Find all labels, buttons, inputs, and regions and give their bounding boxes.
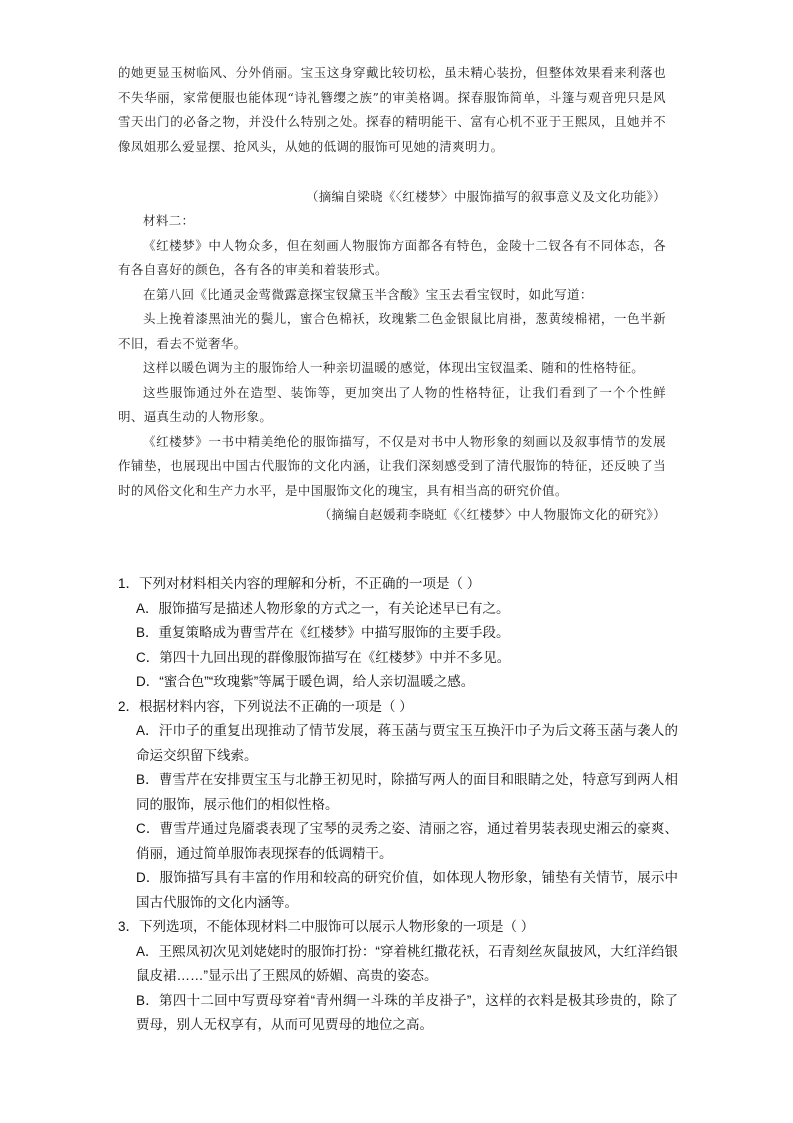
question-3 — [118, 915, 678, 1038]
option-b: B．第四十二回中写贾母穿着“青州绸一斗珠的羊皮褂子”，这样的衣料是极其珍贵的，除了贾母，别人无权享有，从而可见贾母的地位之高。 — [136, 992, 678, 1032]
option-a: A．汗巾子的重复出现推动了情节发展，蒋玉菡与贾宝玉互换汗巾子为后文蒋玉菡与袭人的命运交织留下线索。 — [136, 723, 678, 763]
option-a: A．服饰描写是描述人物形象的方式之一，有关论述早已有之。 — [136, 600, 510, 616]
question-stem: 3．下列选项，不能体现材料二中服饰可以展示人物形象的一项是（ ） — [118, 919, 535, 934]
option-c: C．曹雪芹通过凫靥裘表现了宝琴的灵秀之姿、清丽之容，通过着男装表现史湘云的豪爽、俏丽，通过简单服饰表现探春的低调精干。 — [136, 821, 678, 861]
question-2 — [118, 695, 678, 916]
option-a: A．王熙凤初次见刘姥姥时的服饰打扮：“穿着桃红撒花袄，石青刻丝灰鼠披风，大红洋绉银鼠皮裙……”显示出了王熙凤的娇媚、高贵的姿态。 — [136, 943, 678, 983]
source-citation: （摘编自赵媛莉李晓虹《〈红楼梦〉中人物服饰文化的研究》） — [318, 507, 666, 522]
source-citation: （摘编自梁晓《〈红楼梦〉中服饰描写的叙事意义及文化功能》） — [305, 189, 666, 204]
question-stem: 1．下列对材料相关内容的理解和分析，不正确的一项是（ ） — [118, 576, 481, 591]
material-one-paragraph: 的她更显玉树临风、分外俏丽。宝玉这身穿戴比较切松，虽未精心装扮，但整体效果看来利落也不失华丽，家常便服也能体现“诗礼簪缨之族”的审美格调。探春服饰简单，斗篷与观音兜只是风雪天出门的必备之物，并没什么特别之处。探春的精明能干、富有心机不亚于王熙凤，且她并不像凤姐那么爱显摆、抢风头，从她的低调的服饰可见她的清爽明力。 — [118, 65, 666, 154]
question-stem: 2．根据材料内容，下列说法不正确的一项是（ ） — [118, 698, 413, 714]
material-one-source — [118, 185, 666, 210]
question-block — [118, 572, 678, 1038]
material-two-paragraph: 这样以暖色调为主的服饰给人一种亲切温暖的感觉，体现出宝钗温柔、随和的性格特征。 — [143, 360, 645, 375]
material-two — [118, 209, 666, 528]
material-two-paragraph: 在第八回《比通灵金莺微露意探宝钗黛玉半含酸》宝玉去看宝钗时，如此写道： — [143, 286, 593, 302]
option-d: D．“蜜合色”“玫瑰紫”等属于暖色调，给人亲切温暖之感。 — [136, 674, 475, 689]
option-c: C．第四十九回出现的群像服饰描写在《红楼梦》中并不多见。 — [136, 649, 511, 665]
material-two-paragraph: 这些服饰通过外在造型、装饰等，更加突出了人物的性格特征，让我们看到了一个个性鲜明、逼真生动的人物形象。 — [118, 384, 666, 424]
question-1 — [118, 572, 678, 695]
material-two-heading: 材料二： — [143, 213, 195, 228]
option-b: B．重复策略成为曹雪芹在《红楼梦》中描写服饰的主要手段。 — [136, 625, 510, 640]
option-d: D．服饰描写具有丰富的作用和较高的研究价值，如体现人物形象，铺垫有关情节，展示中国古代服饰的文化内涵等。 — [136, 870, 678, 910]
material-one-continuation — [118, 61, 666, 159]
material-two-paragraph: 《红楼梦》中人物众多，但在刻画人物服饰方面都各有特色，金陵十二钗各有不同体态，各有各自喜好的颜色，各有各的审美和着装形式。 — [118, 237, 666, 277]
material-two-quote: 头上挽着漆黑油光的鬓儿，蜜合色棉袄，玫瑰紫二色金银鼠比肩褂，葱黄绫棉裙，一色半新不旧，看去不觉奢华。 — [118, 311, 666, 351]
material-two-paragraph: 《红楼梦》一书中精美绝伦的服饰描写，不仅是对书中人物形象的刻画以及叙事情节的发展作铺垫，也展现出中国古代服饰的文化内涵，让我们深刻感受到了清代服饰的特征，还反映了当时的风俗文化和生产力水平，是中国服饰文化的瑰宝，具有相当高的研究价值。 — [118, 433, 666, 498]
option-b: B．曹雪芹在安排贾宝玉与北静王初见时，除描写两人的面目和眼睛之处，特意写到两人相同的服饰，展示他们的相似性格。 — [136, 772, 678, 812]
